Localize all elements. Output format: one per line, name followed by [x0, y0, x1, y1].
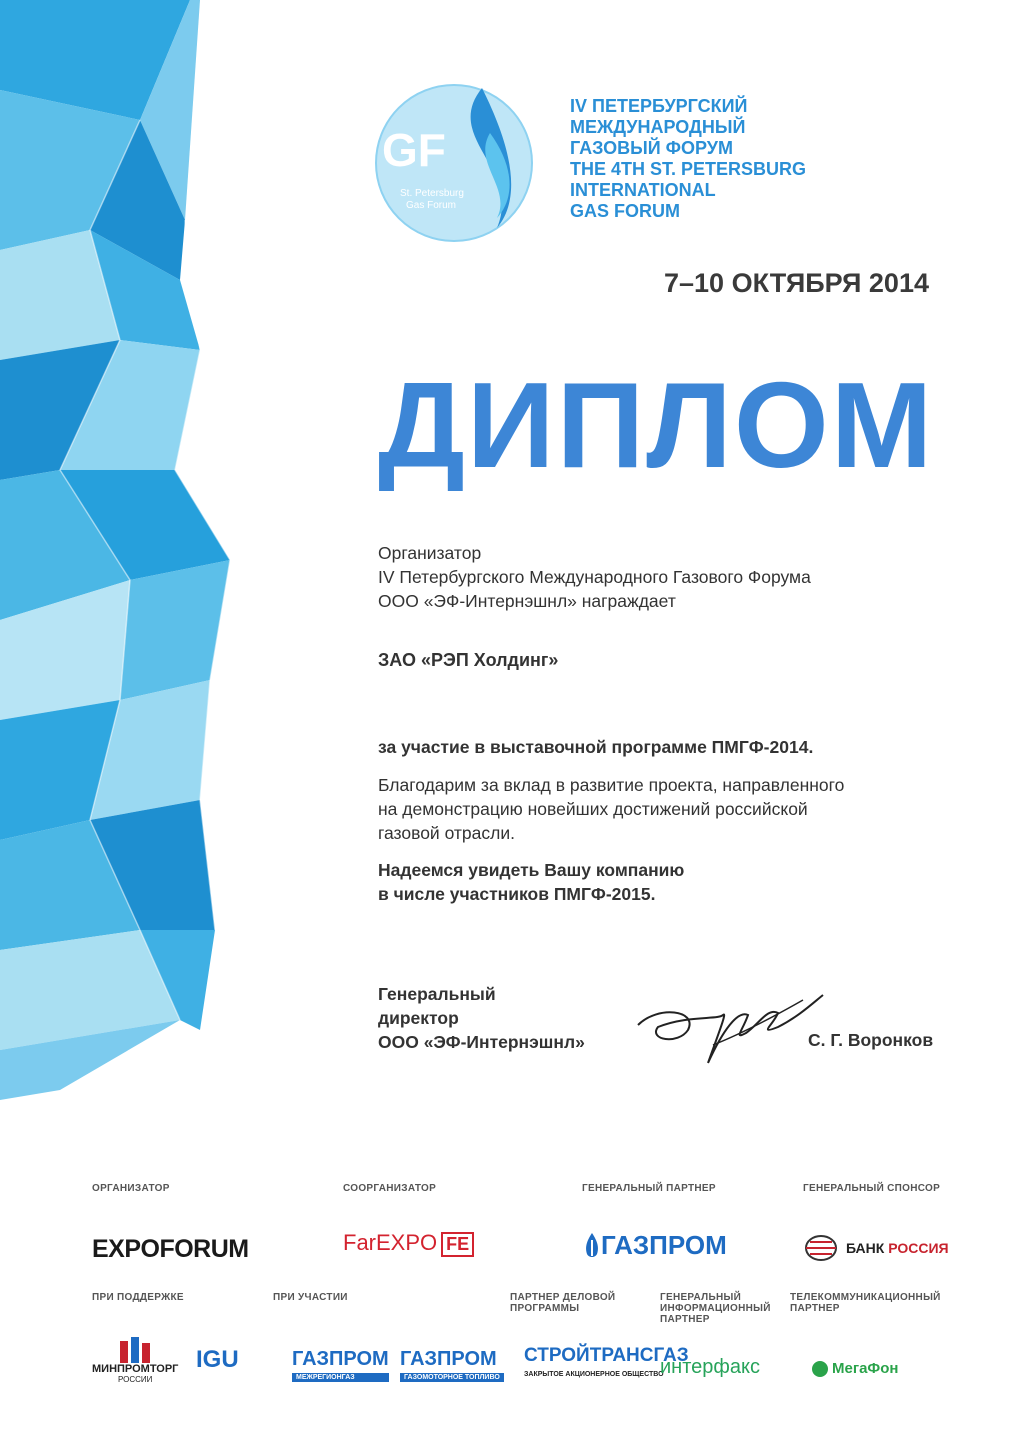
signatory-title-line: ООО «ЭФ-Интернэшнл»: [378, 1032, 585, 1052]
diploma-headline: ДИПЛОМ: [378, 357, 935, 493]
megafon-circle-icon: [812, 1361, 828, 1377]
label-line: ПАРТНЕР: [790, 1303, 840, 1314]
crystal-decoration: [0, 0, 230, 1110]
hope-line: Надеемся увидеть Вашу компанию: [378, 860, 685, 880]
awardee-name: ЗАО «РЭП Холдинг»: [378, 650, 559, 670]
logo-subtitle-2: Gas Forum: [406, 200, 457, 211]
intro-line: ООО «ЭФ-Интернэшнл» награждает: [378, 591, 676, 611]
label-general-sponsor: ГЕНЕРАЛЬНЫЙ СПОНСОР: [803, 1183, 941, 1194]
logo-subtitle-1: St. Petersburg: [400, 188, 464, 199]
minpromtorg-emblem-icon: [110, 1337, 160, 1363]
igu-logo: [196, 1346, 239, 1374]
award-reason: за участие в выставочной программе ПМГФ-2014.: [378, 737, 814, 757]
forum-dates: 7–10 ОКТЯБРЯ 2014: [664, 268, 929, 298]
label-line: ТЕЛЕКОММУНИКАЦИОННЫЙ: [790, 1292, 941, 1303]
megafon-text: МегаФон: [832, 1360, 899, 1377]
hope-line: в числе участников ПМГФ-2015.: [378, 884, 656, 904]
gz3-sub: ГАЗОМОТОРНОЕ ТОПЛИВО: [400, 1373, 504, 1382]
title-en-line: INTERNATIONAL: [570, 180, 716, 200]
forum-title: [570, 96, 950, 222]
gz2-text: ГАЗПРОМ: [292, 1348, 389, 1370]
stroy-sub: ЗАКРЫТОЕ АКЦИОНЕРНОЕ ОБЩЕСТВО: [524, 1371, 664, 1378]
farexpo-text: FarEXPO: [343, 1230, 438, 1255]
signatory-name: С. Г. Воронков: [808, 1030, 934, 1050]
signatory-title-line: Генеральный: [378, 984, 496, 1004]
thanks-line: Благодарим за вклад в развитие проекта, направленного: [378, 775, 845, 795]
title-en-line: THE 4TH ST. PETERSBURG: [570, 159, 807, 179]
title-en-line: GAS FORUM: [570, 201, 680, 221]
igu-text: IGU: [196, 1346, 239, 1373]
bank-text: БАНК: [846, 1240, 885, 1256]
gz2-sub: МЕЖРЕГИОНГАЗ: [292, 1373, 389, 1382]
label-coorganizer: СООРГАНИЗАТОР: [343, 1183, 437, 1194]
expoforum-logo: EXPOFORUM: [92, 1235, 249, 1263]
label-telecom-partner: [790, 1292, 941, 1314]
minpromtorg-logo: [92, 1365, 178, 1384]
label-support: ПРИ ПОДДЕРЖКЕ: [92, 1292, 184, 1303]
farexpo-logo: [343, 1230, 474, 1257]
thanks-line: на демонстрацию новейших достижений российской: [378, 799, 808, 819]
intro-line: Организатор: [378, 543, 482, 563]
title-ru-line: IV ПЕТЕРБУРГСКИЙ: [570, 96, 748, 116]
bank-text-red: РОССИЯ: [888, 1240, 949, 1256]
bank-emblem-icon: [804, 1234, 838, 1262]
megafon-logo: [812, 1360, 898, 1377]
gz3-text: ГАЗПРОМ: [400, 1348, 497, 1370]
label-line: ИНФОРМАЦИОННЫЙ: [660, 1303, 771, 1314]
label-line: ГЕНЕРАЛЬНЫЙ: [660, 1292, 742, 1303]
interfax-logo: интерфакс: [660, 1356, 760, 1378]
gazprom-text: ГАЗПРОМ: [601, 1230, 727, 1260]
label-info-partner: [660, 1292, 771, 1325]
thanks-paragraph: [378, 773, 958, 845]
gazprom-logo: [583, 1230, 727, 1261]
label-business-partner: [510, 1292, 615, 1314]
intro-line: IV Петербургского Международного Газового Форума: [378, 567, 811, 587]
hope-paragraph: [378, 858, 684, 906]
title-ru-line: МЕЖДУНАРОДНЫЙ: [570, 117, 746, 137]
gazprom-fuel-logo: [400, 1348, 504, 1382]
bank-russia-logo: [846, 1240, 949, 1256]
forum-logo: [372, 78, 542, 248]
gazprom-flame-icon: [583, 1232, 601, 1258]
logo-initials: GF: [382, 124, 446, 176]
award-intro: [378, 541, 811, 613]
thanks-line: газовой отрасли.: [378, 823, 515, 843]
label-organizer: ОРГАНИЗАТОР: [92, 1183, 170, 1194]
minpromtorg-sub: РОССИИ: [117, 1375, 153, 1384]
label-line: ПРОГРАММЫ: [510, 1303, 580, 1314]
handwritten-signature: [628, 985, 828, 1070]
gazprom-mezhregiongaz-logo: [292, 1348, 389, 1382]
fe-badge: FE: [441, 1232, 474, 1257]
minpromtorg-text: МИНПРОМТОРГ: [92, 1363, 179, 1375]
signatory-title: [378, 982, 585, 1054]
label-participation: ПРИ УЧАСТИИ: [273, 1292, 348, 1303]
signatory-title-line: директор: [378, 1008, 459, 1028]
title-ru-line: ГАЗОВЫЙ ФОРУМ: [570, 138, 733, 158]
stroy-text: СТРОЙТРАНСГАЗ: [524, 1345, 689, 1366]
label-line: ПАРТНЕР ДЕЛОВОЙ: [510, 1292, 616, 1303]
label-general-partner: ГЕНЕРАЛЬНЫЙ ПАРТНЕР: [582, 1183, 716, 1194]
label-line: ПАРТНЕР: [660, 1314, 710, 1325]
